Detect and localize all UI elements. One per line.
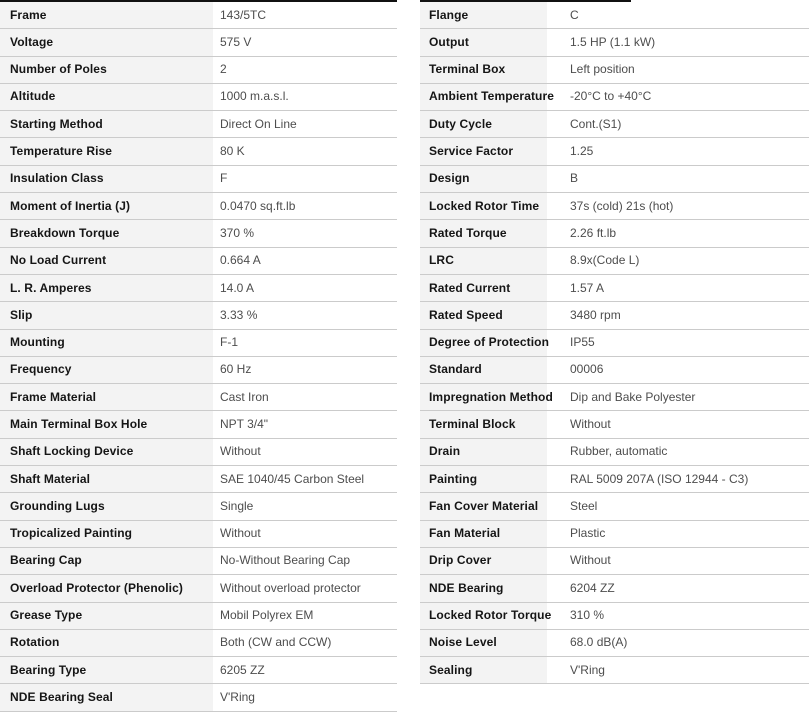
spec-label: Sealing	[420, 657, 547, 683]
spec-value: Without	[570, 417, 611, 431]
spec-label: Standard	[420, 357, 547, 383]
spec-row	[0, 193, 397, 220]
spec-label: Voltage	[0, 29, 213, 55]
spec-row	[420, 193, 809, 220]
spec-label: Moment of Inertia (J)	[0, 193, 213, 219]
spec-label: Service Factor	[420, 138, 547, 164]
spec-label: Drain	[420, 439, 547, 465]
spec-row	[420, 111, 809, 138]
spec-row	[420, 220, 809, 247]
spec-row	[0, 630, 397, 657]
spec-value: Left position	[570, 62, 635, 77]
spec-label: Duty Cycle	[420, 111, 547, 137]
spec-label: Impregnation Method	[420, 384, 547, 410]
spec-value: 80 K	[220, 144, 245, 159]
spec-table-left	[0, 0, 397, 712]
spec-value: F-1	[220, 335, 238, 350]
spec-value: 0.0470 sq.ft.lb	[220, 198, 296, 213]
spec-value: 60 Hz	[220, 362, 252, 377]
spec-label: Degree of Protection	[420, 330, 547, 356]
spec-value: Without	[570, 553, 611, 568]
spec-label: Insulation Class	[0, 166, 213, 192]
spec-label: Rated Torque	[420, 220, 547, 246]
spec-value: 37s (cold) 21s (hot)	[570, 198, 674, 213]
spec-value: Cast Iron	[220, 389, 269, 404]
spec-label: Output	[420, 29, 547, 55]
spec-row	[420, 57, 809, 84]
spec-value: 14.0 A	[220, 280, 255, 295]
spec-row	[420, 630, 809, 657]
spec-label: Flange	[420, 2, 547, 28]
spec-label: Frequency	[0, 357, 213, 383]
spec-value: -20°C to +40°C	[570, 89, 652, 104]
spec-value: Plastic	[570, 526, 606, 541]
spec-row	[0, 384, 397, 411]
spec-row	[0, 111, 397, 138]
spec-value: 6204 ZZ	[570, 580, 615, 595]
spec-label: Bearing Type	[0, 657, 213, 683]
spec-row	[420, 330, 809, 357]
spec-row	[420, 248, 809, 275]
spec-value: IP55	[570, 335, 595, 350]
spec-label: Rotation	[0, 630, 213, 656]
spec-label: Grounding Lugs	[0, 493, 213, 519]
spec-value: Steel	[570, 498, 598, 513]
spec-value: Cont.(S1)	[570, 116, 622, 131]
spec-value: 3.33 %	[220, 307, 258, 322]
spec-label: Shaft Locking Device	[0, 439, 213, 465]
spec-label: Terminal Block	[420, 411, 547, 437]
spec-value: Rubber, automatic	[570, 444, 668, 459]
spec-row	[420, 439, 809, 466]
spec-row	[420, 521, 809, 548]
spec-label: Frame	[0, 2, 213, 28]
spec-label: NDE Bearing	[420, 575, 547, 601]
spec-row	[420, 603, 809, 630]
spec-row	[0, 302, 397, 329]
spec-value: B	[570, 171, 579, 186]
spec-table-right	[420, 0, 809, 684]
spec-value: No-Without Bearing Cap	[220, 553, 351, 568]
spec-value: Both (CW and CCW)	[220, 635, 332, 650]
spec-label: Design	[420, 166, 547, 192]
spec-row	[0, 29, 397, 56]
spec-row	[420, 411, 809, 438]
spec-label: Rated Current	[420, 275, 547, 301]
spec-value: 00006	[570, 362, 604, 377]
spec-label: Starting Method	[0, 111, 213, 137]
spec-value: 370 %	[220, 225, 255, 240]
spec-value: 68.0 dB(A)	[570, 635, 628, 650]
spec-value: Direct On Line	[220, 116, 297, 131]
spec-row	[0, 603, 397, 630]
spec-value: C	[570, 7, 579, 22]
spec-value: Without overload protector	[220, 580, 361, 595]
spec-label: Grease Type	[0, 603, 213, 629]
spec-label: LRC	[420, 248, 547, 274]
spec-value: 1.25	[570, 144, 594, 159]
spec-label: Main Terminal Box Hole	[0, 411, 213, 437]
spec-row	[420, 575, 809, 602]
spec-row	[0, 575, 397, 602]
spec-row	[0, 84, 397, 111]
spec-value: 0.664 A	[220, 253, 261, 268]
spec-label: Mounting	[0, 330, 213, 356]
spec-row	[0, 466, 397, 493]
spec-value: Without	[220, 526, 261, 541]
spec-label: Fan Cover Material	[420, 493, 547, 519]
spec-label: Bearing Cap	[0, 548, 213, 574]
spec-label: L. R. Amperes	[0, 275, 213, 301]
spec-value: 575 V	[220, 34, 252, 49]
spec-label: Shaft Material	[0, 466, 213, 492]
spec-row	[420, 84, 809, 111]
spec-row	[420, 384, 809, 411]
spec-row	[0, 548, 397, 575]
spec-value: 310 %	[570, 608, 605, 623]
spec-label: Slip	[0, 302, 213, 328]
spec-row	[0, 521, 397, 548]
spec-value: 143/5TC	[220, 7, 267, 22]
spec-value: 2	[220, 62, 227, 77]
spec-label: Locked Rotor Torque	[420, 603, 547, 629]
spec-label: Rated Speed	[420, 302, 547, 328]
spec-row	[420, 29, 809, 56]
spec-row	[420, 493, 809, 520]
spec-row	[0, 138, 397, 165]
spec-label: Fan Material	[420, 521, 547, 547]
spec-row	[0, 248, 397, 275]
spec-value: V'Ring	[220, 689, 255, 704]
spec-label: Breakdown Torque	[0, 220, 213, 246]
spec-row	[0, 2, 397, 29]
spec-row	[420, 275, 809, 302]
spec-label: Ambient Temperature	[420, 84, 547, 110]
spec-row	[0, 166, 397, 193]
spec-label: Painting	[420, 466, 547, 492]
spec-label: Drip Cover	[420, 548, 547, 574]
spec-row	[420, 657, 809, 684]
spec-value: V'Ring	[570, 662, 605, 677]
spec-value: 1.57 A	[570, 280, 605, 295]
spec-value: 1.5 HP (1.1 kW)	[570, 34, 656, 49]
spec-label: Overload Protector (Phenolic)	[0, 575, 213, 601]
spec-label: Temperature Rise	[0, 138, 213, 164]
spec-label: No Load Current	[0, 248, 213, 274]
spec-value: Mobil Polyrex EM	[220, 608, 314, 623]
spec-row	[420, 357, 809, 384]
spec-label: Noise Level	[420, 630, 547, 656]
spec-label: Tropicalized Painting	[0, 521, 213, 547]
spec-label: Terminal Box	[420, 57, 547, 83]
spec-label: NDE Bearing Seal	[0, 684, 213, 710]
spec-row	[0, 439, 397, 466]
spec-value: 2.26 ft.lb	[570, 225, 617, 240]
spec-label: Altitude	[0, 84, 213, 110]
spec-row	[0, 657, 397, 684]
spec-row	[420, 466, 809, 493]
spec-label: Locked Rotor Time	[420, 193, 547, 219]
spec-value: Dip and Bake Polyester	[570, 389, 696, 404]
spec-value: RAL 5009 207A (ISO 12944 - C3)	[570, 471, 749, 486]
spec-label: Number of Poles	[0, 57, 213, 83]
spec-value: 6205 ZZ	[220, 662, 265, 677]
spec-row	[0, 220, 397, 247]
spec-value: Single	[220, 498, 254, 513]
spec-row	[0, 330, 397, 357]
spec-value: F	[220, 171, 228, 186]
spec-row	[420, 302, 809, 329]
spec-row	[420, 138, 809, 165]
spec-value: Without	[220, 444, 261, 459]
spec-row	[0, 275, 397, 302]
spec-row	[0, 57, 397, 84]
spec-value: 1000 m.a.s.l.	[220, 89, 289, 104]
spec-row	[0, 357, 397, 384]
spec-row	[420, 548, 809, 575]
spec-row	[0, 411, 397, 438]
spec-row	[0, 493, 397, 520]
spec-value: 3480 rpm	[570, 307, 621, 322]
spec-row	[0, 684, 397, 711]
spec-value: NPT 3/4"	[220, 417, 269, 431]
spec-value: SAE 1040/45 Carbon Steel	[220, 471, 365, 486]
spec-value: 8.9x(Code L)	[570, 253, 640, 268]
spec-row	[420, 2, 809, 29]
spec-label: Frame Material	[0, 384, 213, 410]
spec-row	[420, 166, 809, 193]
